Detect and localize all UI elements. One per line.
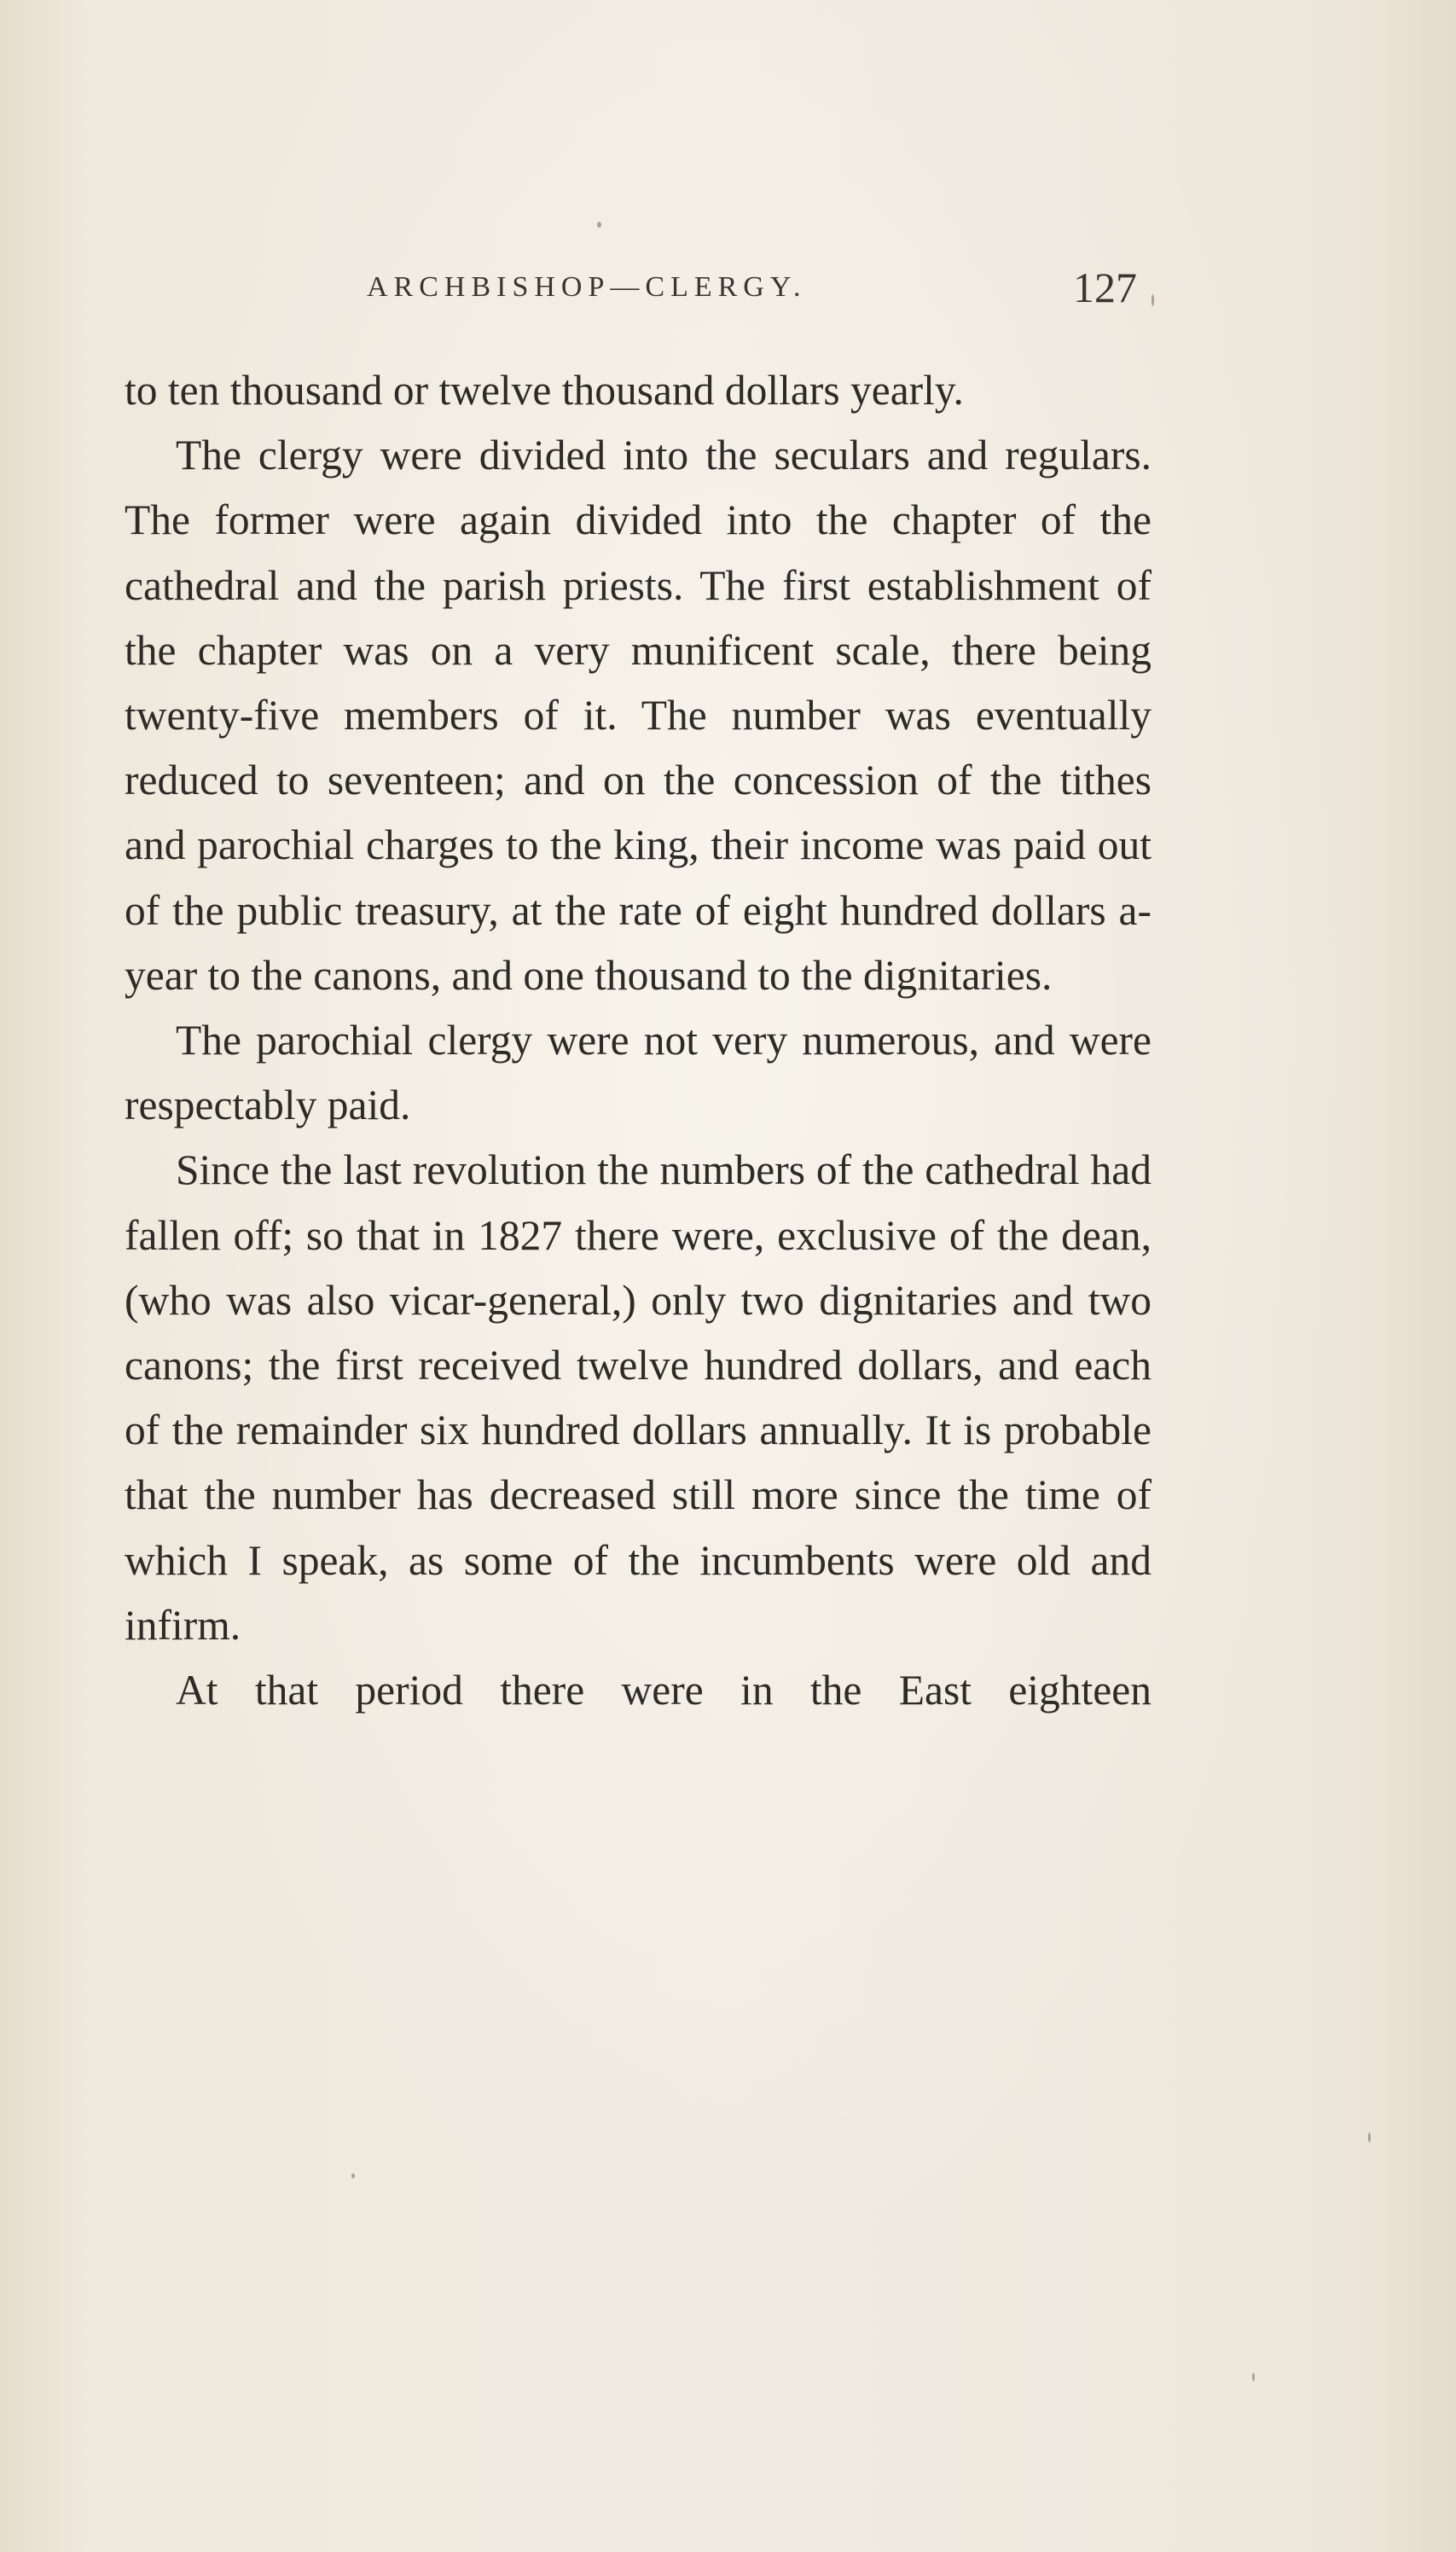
page-number: 127 bbox=[1073, 264, 1137, 311]
paragraph: Since the last revolution the numbers of the cathedral had fallen off; so that in 1827 there were, exclusive of the dean, (who was also vicar-general,) only two dignitaries and two canons; the first received twelve hundred dollars, and each of the remainder six hundred dollars annually. It is probable that the number has decreased still more since the time of which I speak, as some of the incumbents were old and infirm. bbox=[125, 1146, 1151, 1649]
paper-speck bbox=[1368, 2132, 1371, 2143]
paper-speck bbox=[351, 2173, 355, 2178]
running-title: ARCHBISHOP—CLERGY. bbox=[367, 271, 807, 303]
paper-speck bbox=[1151, 294, 1154, 306]
paper-speck bbox=[597, 222, 601, 228]
paragraph: The clergy were divided into the seculars and regulars. The former were again divided into the chapter of the cathedral and the parish priests. The first establishment of the chapter was on a very munificent scale, there being twenty-five members of it. The number was eventually reduced to seventeen; and on the concession of the tithes and parochial charges to the king, their income was paid out of the public treasury, at the rate of eight hundred dollars a-year to the canons, and one thousand to the dignitaries. bbox=[125, 432, 1151, 999]
paragraph-continues: At that period there were in the East eighteen bbox=[176, 1667, 1151, 1714]
paragraph-continued: to ten thousand or twelve thousand dollars yearly. bbox=[125, 367, 964, 414]
paper-speck bbox=[1252, 2373, 1255, 2381]
paragraph: The parochial clergy were not very numerous, and were respectably paid. bbox=[125, 1017, 1151, 1129]
body-text bbox=[125, 358, 1151, 1723]
